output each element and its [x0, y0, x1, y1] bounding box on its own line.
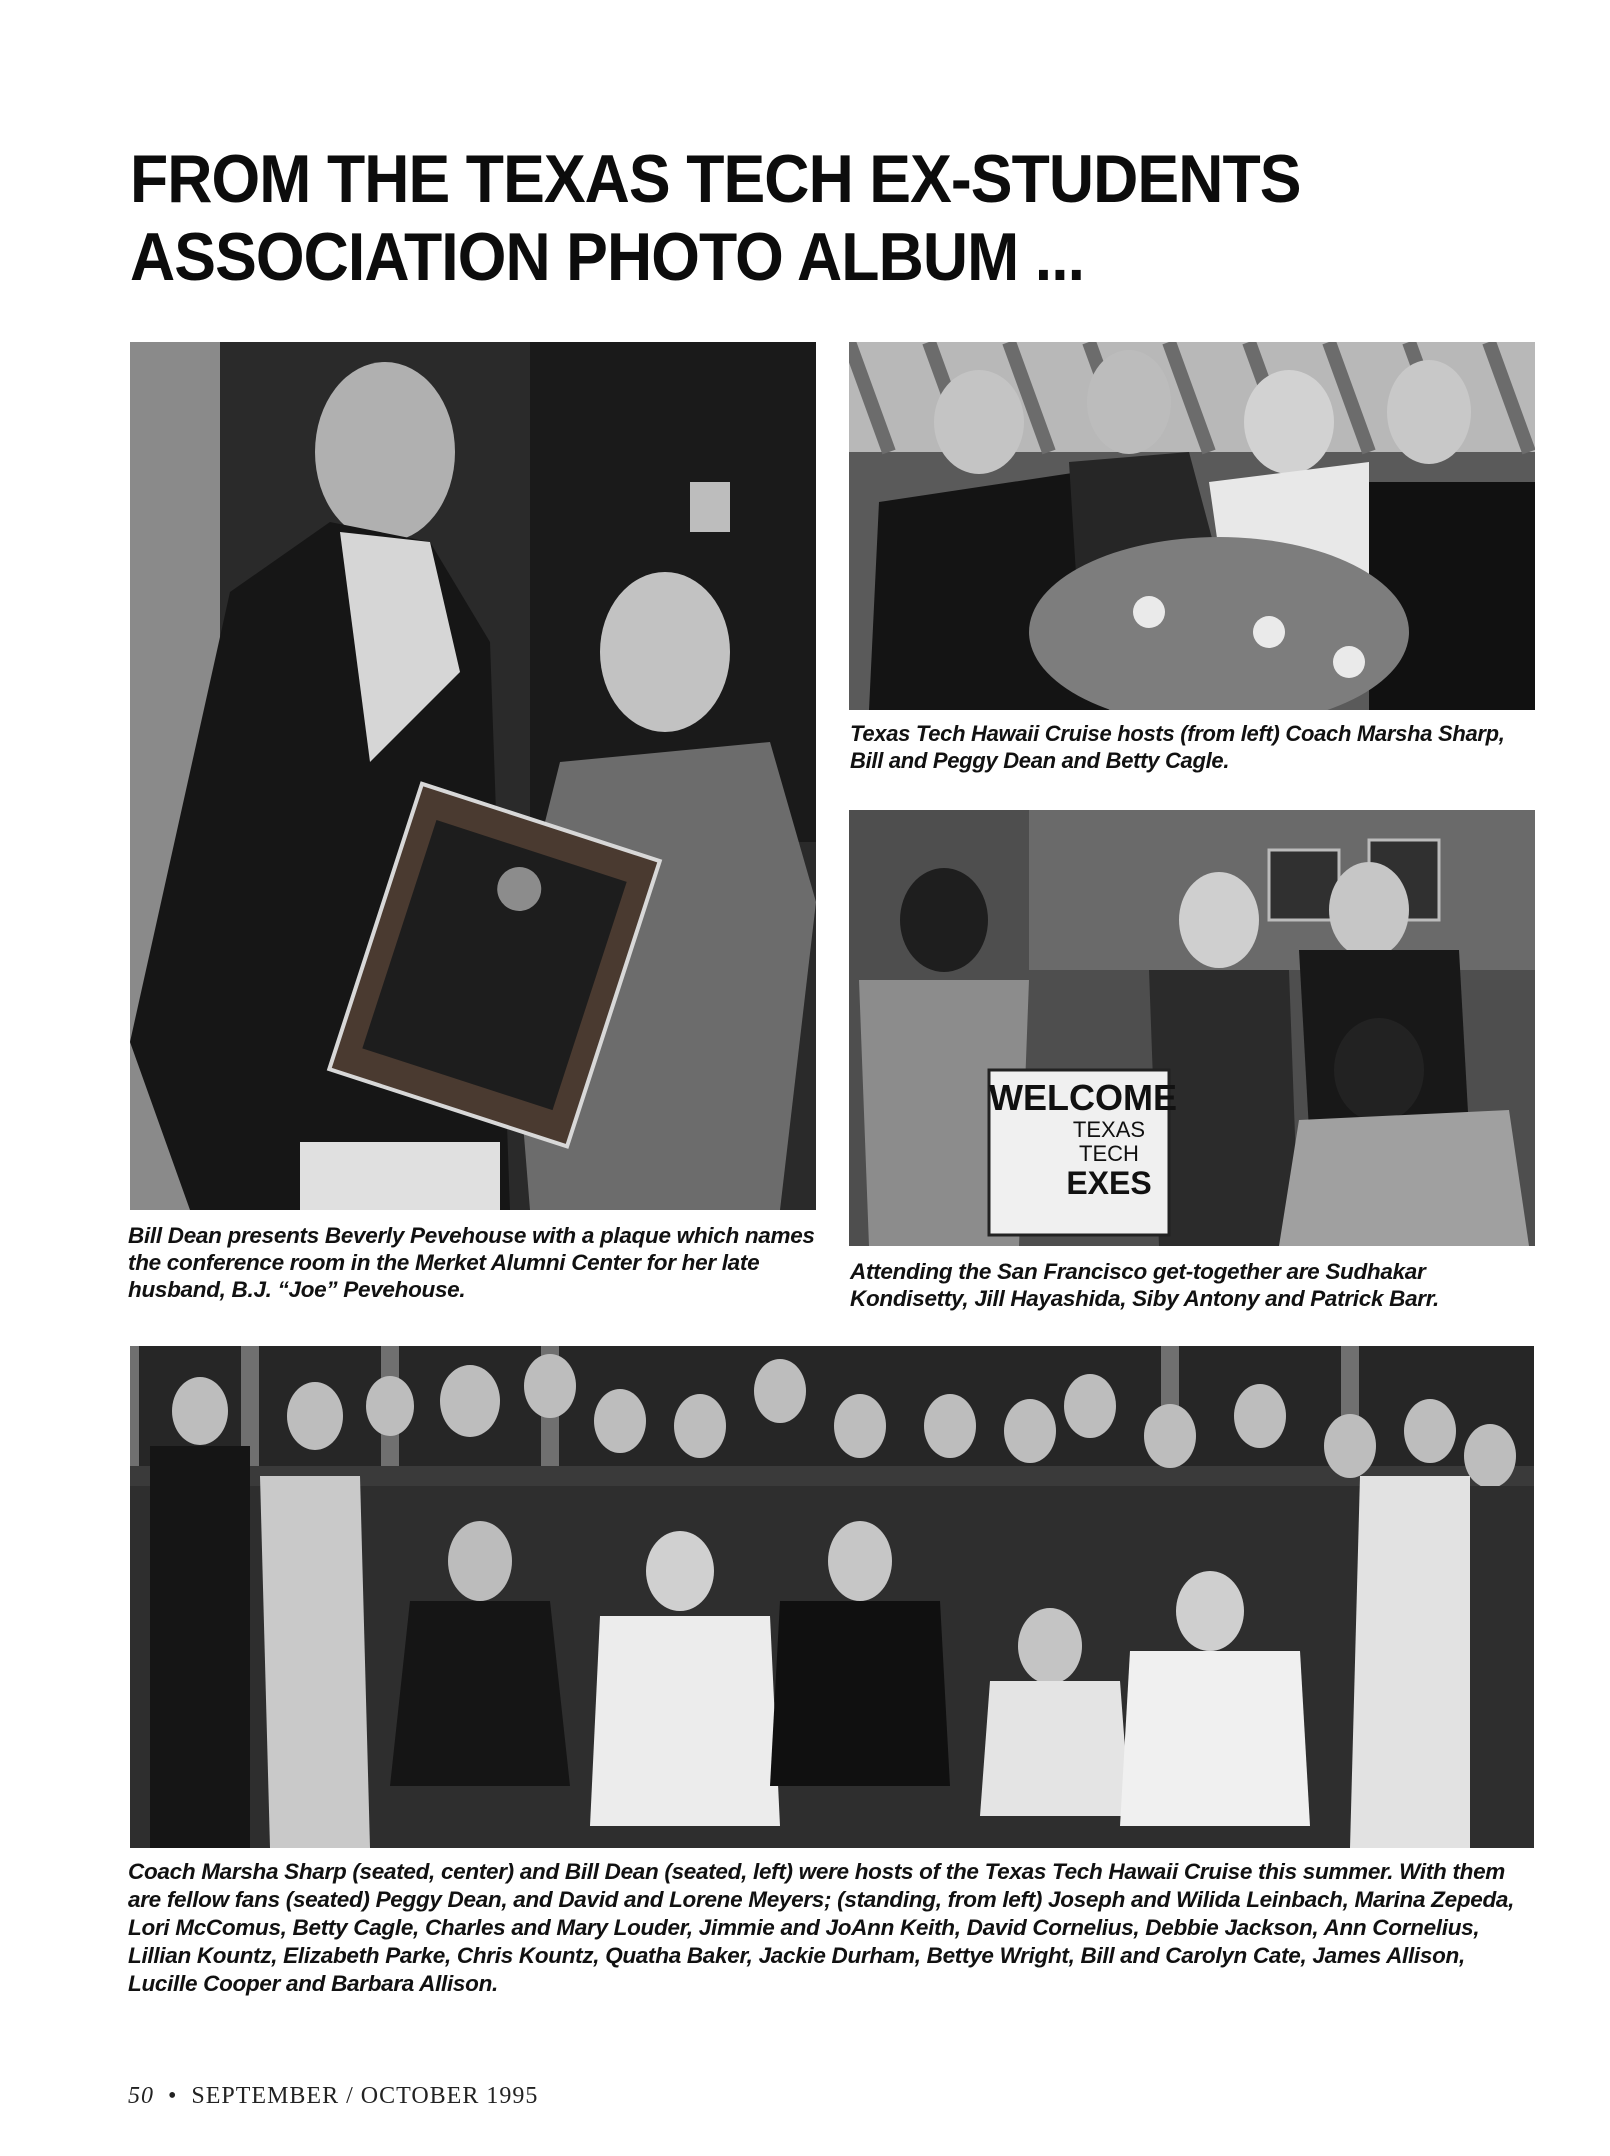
welcome-sign-line-2: TEXAS: [1072, 1117, 1146, 1142]
footer-separator: •: [168, 2083, 178, 2109]
page-footer: [128, 2083, 538, 2110]
san-francisco-photo: [849, 810, 1535, 1246]
title-line-2: ASSOCIATION PHOTO ALBUM ...: [130, 219, 1085, 295]
hawaii-hosts-caption: Texas Tech Hawaii Cruise hosts (from left) Coach Marsha Sharp, Bill and Peggy Dean and Betty Cagle.: [850, 721, 1505, 773]
plaque-photo-art: [130, 342, 816, 1210]
san-francisco-photo-art: [849, 810, 1535, 1246]
group-caption: Coach Marsha Sharp (seated, center) and Bill Dean (seated, left) were hosts of the Texas Tech Hawaii Cruise this summer. With them are fellow fans (seated) Peggy Dean, and David and Lorene Meyers; (standing, from left) Joseph and Wilida Leinbach, Marina Zepeda, Lori McComus, Betty Cagle, Charles and Mary Louder, Jimmie and JoAnn Keith, David Cornelius, Debbie Jackson, Ann Cornelius, Lillian Kountz, Elizabeth Parke, Chris Kountz, Quatha Baker, Jackie Durham, Bettye Wright, Bill and Carolyn Cate, James Allison, Lucille Cooper and Barbara Allison.: [128, 1859, 1515, 1996]
san-francisco-caption: Attending the San Francisco get-together are Sudhakar Kondisetty, Jill Hayashida, Siby Antony and Patrick Barr.: [850, 1259, 1439, 1311]
welcome-sign-line-3: TECH: [1079, 1141, 1139, 1166]
group-photo-art: [130, 1346, 1534, 1848]
plaque-caption: Bill Dean presents Beverly Pevehouse with a plaque which names the conference room in the Merket Alumni Center for her late husband, B.J. “Joe” Pevehouse.: [128, 1223, 815, 1302]
page-number: 50: [128, 2083, 154, 2109]
title-line-1: FROM THE TEXAS TECH EX-STUDENTS: [130, 141, 1301, 217]
hawaii-hosts-photo: [849, 342, 1535, 710]
hawaii-hosts-photo-art: [849, 342, 1535, 710]
welcome-sign-line-4: EXES: [1066, 1165, 1152, 1201]
plaque-photo: [130, 342, 816, 1210]
welcome-sign: [989, 1070, 1177, 1235]
welcome-sign-line-1: WELCOME: [989, 1077, 1177, 1118]
page-title: [130, 140, 1400, 296]
issue-date: SEPTEMBER / OCTOBER 1995: [191, 2083, 539, 2109]
group-photo: [130, 1346, 1534, 1848]
